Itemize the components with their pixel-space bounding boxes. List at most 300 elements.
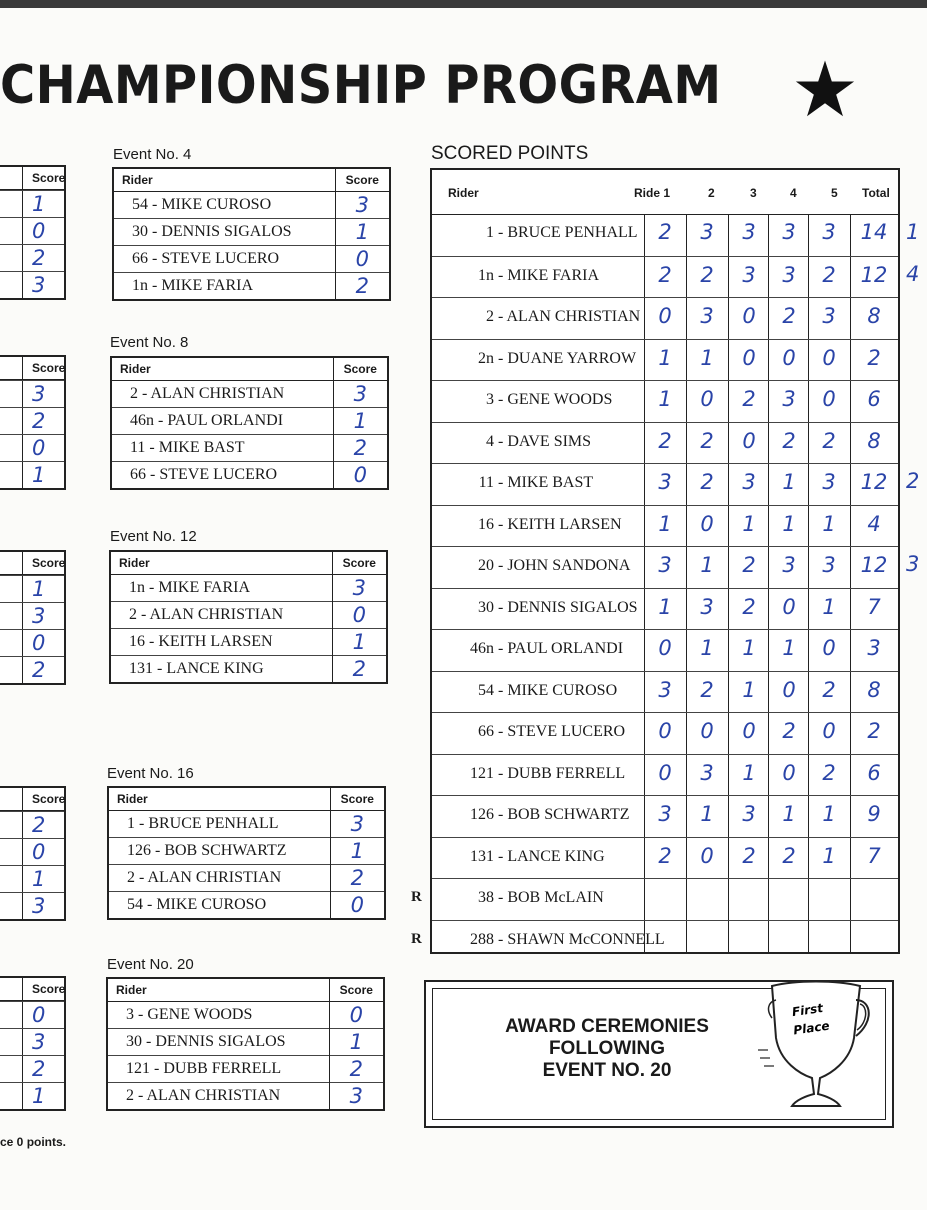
- score-header: Score: [332, 551, 387, 575]
- scored-rider: [432, 723, 644, 741]
- handwritten-score: 0: [355, 247, 369, 271]
- score-cell: [335, 273, 390, 301]
- event-row: [113, 219, 390, 246]
- rider-header: Rider: [107, 978, 329, 1002]
- left-cut-score: 2: [32, 409, 46, 433]
- ride-score: 0: [742, 428, 756, 453]
- handwritten-score: 3: [353, 382, 367, 406]
- rider-separator: -: [494, 474, 508, 491]
- score-cell: [335, 219, 390, 246]
- handwritten-score: 0: [350, 893, 364, 917]
- left-cut-score: 3: [32, 1030, 46, 1054]
- ride-score: 3: [822, 220, 836, 244]
- ride-score: 0: [742, 304, 756, 328]
- ride-score: 2: [782, 428, 796, 453]
- rider-name: BOB McLAIN: [507, 889, 604, 906]
- left-cut-row: [0, 1028, 64, 1055]
- rider-header: Rider: [108, 787, 330, 811]
- event-row: [111, 408, 388, 435]
- total-score: 7: [867, 843, 881, 868]
- ride-score: 1: [700, 636, 714, 660]
- ride-score: 2: [700, 262, 714, 287]
- rider-separator: -: [494, 349, 508, 367]
- left-cut-row: [0, 434, 64, 461]
- ride-score: 1: [742, 677, 756, 702]
- score-header: Score: [330, 787, 385, 811]
- rider-name: 30 - DENNIS SIGALOS: [107, 1029, 329, 1056]
- left-cut-row: [0, 892, 64, 919]
- event-table: [112, 167, 391, 301]
- rider-separator: -: [494, 266, 508, 284]
- ride-score: 3: [742, 220, 756, 244]
- left-cut-row: [0, 629, 64, 656]
- event-label: Event No. 4: [113, 146, 192, 163]
- left-cut-row: [0, 407, 64, 434]
- col-rider: Rider: [448, 186, 479, 200]
- scored-rider: [432, 433, 644, 451]
- scored-rider: [432, 308, 644, 326]
- rider-name: 126 - BOB SCHWARTZ: [108, 838, 330, 865]
- left-cut-score: 3: [32, 894, 46, 918]
- rider-name: 121 - DUBB FERRELL: [107, 1056, 329, 1083]
- score-cell: [330, 865, 385, 892]
- rider-separator: -: [494, 308, 507, 325]
- total-score: 6: [867, 760, 881, 785]
- handwritten-score: 2: [352, 657, 366, 681]
- event-label: Event No. 20: [107, 956, 194, 973]
- left-cut-row: [0, 602, 64, 629]
- left-cut-row: [0, 217, 64, 244]
- ride-score: 2: [658, 262, 672, 287]
- scored-points-table: [430, 168, 900, 954]
- rider-name: DUANE YARROW: [507, 349, 637, 367]
- score-cell: [333, 462, 388, 490]
- col-ride-1: Ride 1: [634, 186, 671, 200]
- scored-rider: [432, 350, 644, 368]
- left-cut-table: [0, 165, 66, 300]
- rider-number: 30: [478, 598, 494, 616]
- scored-row: [432, 629, 898, 672]
- ride-score: 3: [658, 802, 672, 826]
- total-score: 8: [867, 304, 881, 328]
- scored-rider: [432, 267, 644, 285]
- ride-score: 2: [822, 760, 836, 785]
- score-cell: [329, 1056, 384, 1083]
- rider-header: Rider: [113, 168, 335, 192]
- ride-score: 2: [700, 677, 714, 702]
- rider-number: 54: [478, 681, 494, 699]
- ride-score: 2: [658, 843, 672, 868]
- margin-note: 4: [906, 261, 920, 286]
- scored-row: [432, 878, 898, 921]
- left-cut-score: 1: [32, 463, 46, 487]
- total-score: 12: [860, 553, 888, 577]
- left-cut-row: [0, 380, 64, 407]
- rider-name: 30 - DENNIS SIGALOS: [113, 219, 335, 246]
- ride-score: 2: [700, 428, 714, 453]
- ride-score: 2: [700, 470, 714, 494]
- ride-score: 1: [782, 636, 796, 660]
- rider-name: JOHN SANDONA: [507, 557, 631, 574]
- ride-score: 3: [782, 553, 796, 577]
- scored-rider: [432, 889, 644, 907]
- rider-number: 46n: [470, 640, 494, 657]
- ride-score: 1: [700, 345, 714, 370]
- ride-score: 3: [822, 470, 836, 494]
- rider-number: 1: [486, 224, 494, 241]
- left-cut-score: 2: [32, 658, 46, 682]
- ride-score: 2: [822, 428, 836, 453]
- ride-score: 2: [782, 719, 796, 743]
- ride-score: 3: [782, 262, 796, 287]
- ride-score: 1: [658, 511, 672, 536]
- rider-name: 2 - ALAN CHRISTIAN: [110, 602, 332, 629]
- event-row: [107, 1029, 384, 1056]
- score-header: Score: [333, 357, 388, 381]
- left-cut-table: [0, 355, 66, 490]
- rider-number: 288: [470, 930, 494, 948]
- rider-name: PAUL ORLANDI: [507, 640, 624, 657]
- rider-name: SHAWN McCONNELL: [507, 930, 665, 948]
- total-score: 8: [867, 428, 881, 453]
- rider-number: 16: [478, 515, 494, 533]
- rider-name: 131 - LANCE KING: [110, 656, 332, 684]
- event-label: Event No. 8: [110, 334, 189, 351]
- score-cell: [332, 602, 387, 629]
- event-row: [113, 246, 390, 273]
- ride-score: 3: [700, 594, 714, 619]
- handwritten-score: 0: [352, 603, 366, 627]
- scored-rider: [432, 930, 665, 949]
- rider-name: 3 - GENE WOODS: [107, 1002, 329, 1029]
- ride-score: 0: [658, 636, 672, 660]
- rider-separator: -: [494, 847, 508, 865]
- scored-points-header: [432, 170, 898, 215]
- rider-name: MIKE BAST: [507, 474, 594, 491]
- event-row: [107, 1002, 384, 1029]
- ride-score: 3: [742, 802, 756, 826]
- rider-name: 1n - MIKE FARIA: [113, 273, 335, 301]
- ride-score: 1: [742, 760, 756, 785]
- event-table: [106, 977, 385, 1111]
- score-cell: [332, 575, 387, 602]
- rider-separator: -: [494, 723, 508, 740]
- total-score: 2: [867, 719, 881, 743]
- rider-name: 1n - MIKE FARIA: [110, 575, 332, 602]
- ride-score: 1: [822, 511, 836, 536]
- ride-score: 0: [700, 719, 714, 743]
- scored-rider: [432, 599, 644, 617]
- rider-header: Rider: [111, 357, 333, 381]
- ride-score: 1: [822, 594, 836, 619]
- scored-row: [432, 671, 898, 714]
- ride-score: 0: [822, 345, 836, 370]
- ride-score: 3: [822, 304, 836, 328]
- score-cell: [330, 892, 385, 920]
- ride-score: 3: [782, 387, 796, 411]
- rider-name: 11 - MIKE BAST: [111, 435, 333, 462]
- rider-name: 66 - STEVE LUCERO: [113, 246, 335, 273]
- handwritten-score: 3: [349, 1084, 363, 1108]
- handwritten-score: 0: [353, 463, 367, 487]
- event-table: [109, 550, 388, 684]
- ride-score: 0: [782, 594, 796, 619]
- rider-separator: -: [494, 889, 508, 906]
- scored-points-title: SCORED POINTS: [431, 143, 589, 164]
- handwritten-score: 1: [349, 1030, 363, 1054]
- event-label: Event No. 12: [110, 528, 197, 545]
- event-row: [110, 575, 387, 602]
- col-ride-5: 5: [831, 186, 838, 200]
- left-cut-score: 2: [32, 1057, 46, 1081]
- left-cut-row: [0, 1082, 64, 1109]
- left-cut-score-label: Score: [32, 171, 66, 185]
- score-cell: [335, 246, 390, 273]
- rider-number: 2n: [478, 349, 494, 367]
- ride-score: 3: [782, 220, 796, 244]
- trophy-text-first: First: [791, 1000, 824, 1020]
- total-score: 9: [867, 802, 881, 826]
- left-cut-row: [0, 865, 64, 892]
- event-row: [110, 602, 387, 629]
- event-header-row: [113, 168, 390, 192]
- left-cut-score: 1: [32, 577, 46, 601]
- event-row: [111, 435, 388, 462]
- ride-score: 0: [822, 387, 836, 411]
- left-cut-row: [0, 271, 64, 298]
- rider-name: 54 - MIKE CUROSO: [108, 892, 330, 920]
- left-cut-score: 3: [32, 382, 46, 406]
- ride-score: 3: [742, 262, 756, 287]
- left-cut-header: [0, 357, 64, 380]
- left-cut-score: 1: [32, 867, 46, 891]
- rider-separator: -: [494, 515, 508, 533]
- event-header-row: [108, 787, 385, 811]
- ride-score: 3: [700, 220, 714, 244]
- event-row: [108, 892, 385, 920]
- scored-rider: [432, 640, 644, 658]
- left-cut-header: [0, 552, 64, 575]
- col-total: Total: [862, 186, 890, 200]
- rider-name: 2 - ALAN CHRISTIAN: [108, 865, 330, 892]
- scored-row: [432, 380, 898, 423]
- ride-score: 2: [822, 677, 836, 702]
- ride-score: 0: [742, 345, 756, 370]
- rider-name: DENNIS SIGALOS: [507, 598, 638, 616]
- rider-name: 54 - MIKE CUROSO: [113, 192, 335, 219]
- ride-score: 1: [782, 802, 796, 826]
- total-score: 2: [867, 345, 881, 370]
- scored-rider: [432, 224, 644, 242]
- ride-score: 2: [742, 594, 756, 619]
- score-cell: [330, 811, 385, 838]
- rider-name: ALAN CHRISTIAN: [506, 308, 641, 325]
- total-score: 8: [867, 677, 881, 702]
- score-cell: [329, 1083, 384, 1111]
- scored-row: [432, 754, 898, 797]
- score-cell: [332, 629, 387, 656]
- left-cut-table: [0, 550, 66, 685]
- event-row: [108, 838, 385, 865]
- rider-name: 2 - ALAN CHRISTIAN: [111, 381, 333, 408]
- left-cut-header: [0, 978, 64, 1001]
- left-cut-score: 2: [32, 246, 46, 270]
- left-cut-score: 1: [32, 192, 46, 216]
- rider-name: MIKE CUROSO: [507, 681, 618, 699]
- rider-name: 1 - BRUCE PENHALL: [108, 811, 330, 838]
- rider-name: 2 - ALAN CHRISTIAN: [107, 1083, 329, 1111]
- margin-note: 1: [906, 220, 920, 244]
- rider-name: DAVE SIMS: [507, 432, 592, 450]
- ride-score: 1: [700, 553, 714, 577]
- event-table: [110, 356, 389, 490]
- left-cut-row: [0, 461, 64, 488]
- left-cut-score: 2: [32, 813, 46, 837]
- margin-note: 3: [906, 552, 920, 576]
- rider-separator: -: [494, 806, 508, 823]
- scored-row: [432, 297, 898, 340]
- rider-name: KEITH LARSEN: [507, 515, 622, 533]
- total-score: 7: [867, 594, 881, 619]
- handwritten-score: 3: [350, 812, 364, 836]
- handwritten-score: 2: [350, 866, 364, 890]
- rider-separator: -: [494, 598, 508, 616]
- event-row: [107, 1056, 384, 1083]
- handwritten-score: 3: [352, 576, 366, 600]
- ride-score: 2: [782, 843, 796, 868]
- ride-score: 0: [822, 719, 836, 743]
- margin-note: 2: [906, 469, 920, 493]
- scored-rider: [432, 682, 644, 700]
- score-cell: [335, 192, 390, 219]
- ride-score: 3: [658, 677, 672, 702]
- ride-score: 0: [700, 387, 714, 411]
- event-row: [110, 629, 387, 656]
- ride-score: 0: [658, 760, 672, 785]
- rider-number: 66: [478, 723, 494, 740]
- scored-row: [432, 339, 898, 382]
- event-row: [111, 462, 388, 490]
- handwritten-score: 2: [349, 1057, 363, 1081]
- scored-row: [432, 837, 898, 880]
- rider-separator: -: [494, 224, 508, 241]
- score-cell: [333, 408, 388, 435]
- ride-score: 0: [658, 304, 672, 328]
- ride-score: 0: [782, 760, 796, 785]
- event-header-row: [111, 357, 388, 381]
- scored-rider: [432, 474, 644, 492]
- event-row: [110, 656, 387, 684]
- scored-rider: [432, 806, 644, 824]
- left-cut-row: [0, 811, 64, 838]
- scored-rider: [432, 765, 644, 783]
- rider-name: 66 - STEVE LUCERO: [111, 462, 333, 490]
- rider-number: 1n: [478, 266, 494, 284]
- rider-header: Rider: [110, 551, 332, 575]
- scored-row: [432, 505, 898, 548]
- ride-score: 1: [782, 511, 796, 536]
- left-cut-row: [0, 1001, 64, 1028]
- event-header-row: [107, 978, 384, 1002]
- left-cut-score: 0: [32, 840, 46, 864]
- rider-name: LANCE KING: [507, 847, 605, 865]
- ride-score: 0: [658, 719, 672, 743]
- page-title: CHAMPIONSHIP PROGRAM: [0, 55, 722, 116]
- left-cut-row: [0, 190, 64, 217]
- ride-score: 2: [658, 428, 672, 453]
- left-cut-score: 3: [32, 604, 46, 628]
- rider-separator: -: [494, 764, 508, 782]
- reserve-marker: R: [411, 930, 422, 947]
- scored-row: [432, 256, 898, 299]
- left-cut-table: [0, 786, 66, 921]
- ride-score: 1: [700, 802, 714, 826]
- scored-row: [432, 795, 898, 838]
- award-line: EVENT NO. 20: [542, 1060, 672, 1081]
- scored-rider: [432, 848, 644, 866]
- trophy-icon: [756, 978, 876, 1118]
- score-cell: [330, 838, 385, 865]
- score-cell: [329, 1002, 384, 1029]
- left-cut-table: [0, 976, 66, 1111]
- event-row: [113, 273, 390, 301]
- left-cut-row: [0, 838, 64, 865]
- left-cut-score: 3: [32, 273, 46, 297]
- reserve-marker: R: [411, 889, 422, 905]
- score-cell: [333, 435, 388, 462]
- score-cell: [332, 656, 387, 684]
- rider-name: 16 - KEITH LARSEN: [110, 629, 332, 656]
- ride-score: 0: [782, 677, 796, 702]
- event-table: [107, 786, 386, 920]
- ride-score: 1: [822, 802, 836, 826]
- rider-number: 131: [470, 847, 494, 865]
- event-row: [108, 811, 385, 838]
- ride-score: 0: [822, 636, 836, 660]
- total-score: 12: [860, 470, 888, 494]
- scored-row: [432, 920, 898, 963]
- score-header: Score: [335, 168, 390, 192]
- rider-separator: -: [494, 432, 508, 450]
- rider-name: STEVE LUCERO: [507, 723, 626, 740]
- ride-score: 1: [658, 594, 672, 619]
- left-cut-header: [0, 788, 64, 811]
- ride-score: 2: [822, 262, 836, 287]
- handwritten-score: 1: [353, 409, 367, 433]
- scored-row: [432, 546, 898, 589]
- event-row: [113, 192, 390, 219]
- rider-number: 38: [478, 889, 494, 906]
- award-line: FOLLOWING: [548, 1038, 666, 1059]
- left-cut-row: [0, 575, 64, 602]
- left-cut-score-label: Score: [32, 361, 66, 375]
- left-cut-row: [0, 656, 64, 683]
- col-ride-4: 4: [790, 186, 797, 200]
- rider-number: 3: [486, 391, 494, 408]
- ride-score: 3: [700, 760, 714, 785]
- ride-score: 0: [700, 511, 714, 536]
- rider-number: 4: [486, 432, 494, 450]
- total-score: 14: [860, 220, 888, 244]
- handwritten-score: 3: [355, 193, 369, 217]
- ride-score: 2: [742, 553, 756, 577]
- col-ride-3: 3: [750, 186, 757, 200]
- left-cut-score: 0: [32, 219, 46, 243]
- rider-number: 11: [478, 474, 494, 491]
- left-cut-header: [0, 167, 64, 190]
- scored-row: [432, 463, 898, 506]
- ride-score: 1: [658, 387, 672, 411]
